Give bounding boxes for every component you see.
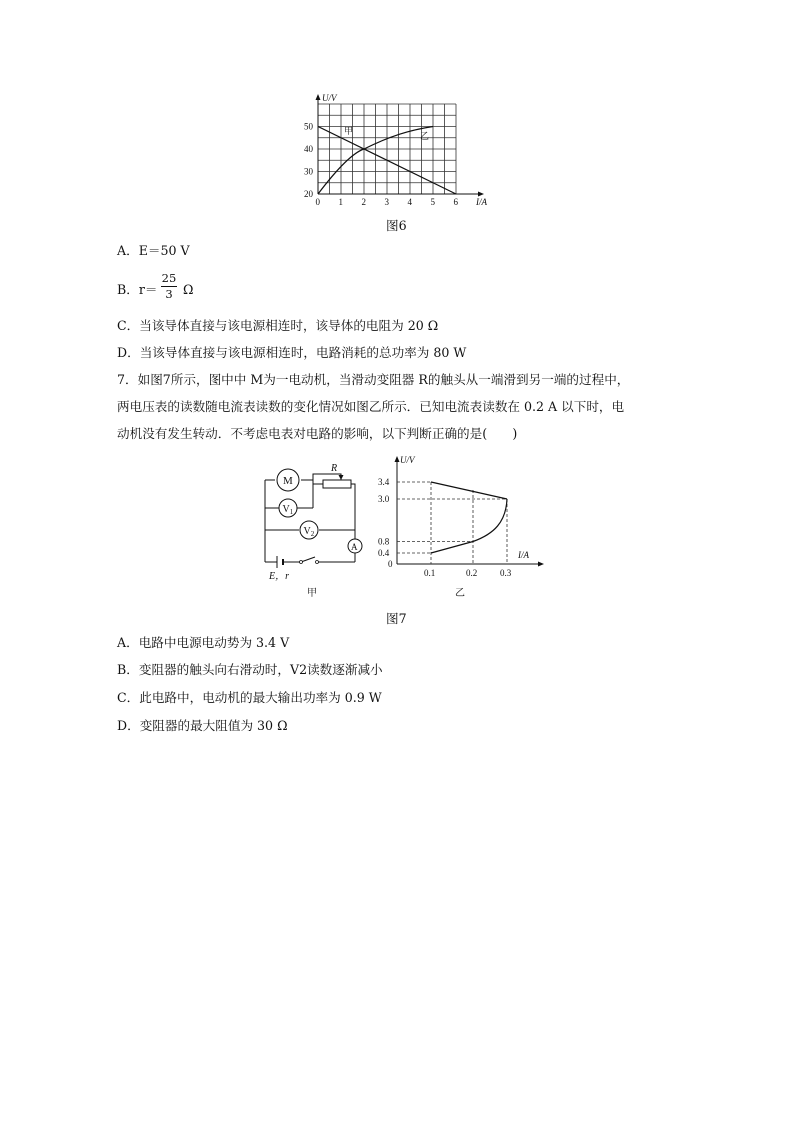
fig6-xtick-6: 6 <box>453 197 458 207</box>
fig7-xlabel: I/A <box>518 550 529 560</box>
fig6-label-jia: 甲 <box>344 126 354 136</box>
rheostat-arrow <box>339 475 344 480</box>
fig6-xtick-3: 3 <box>384 197 389 207</box>
fig6-x-arrow <box>478 192 484 197</box>
fig6-ytick-40: 40 <box>304 144 313 154</box>
ammeter-label: A <box>351 542 358 552</box>
fig6-xtick-1: 1 <box>338 197 343 207</box>
fig7-ytick-0.4: 0.4 <box>378 548 390 558</box>
q7-stem-line-1: 7．如图7所示，图中中 M为一电动机，当滑动变阻器 R的触头从一端滑到另一端的过程中， <box>117 372 630 387</box>
q6-option-b-numerator: 25 <box>161 271 177 285</box>
fig7-line-v2 <box>431 482 507 499</box>
q6-option-b-denominator: 3 <box>165 287 173 301</box>
fig6-xtick-5: 5 <box>430 197 435 207</box>
q7-stem-line-2: 两电压表的读数随电流表读数的变化情况如图乙所示．已知电流表读数在 0.2 A 以下时，电 <box>117 399 625 414</box>
fig6-xlabel: I/A <box>476 197 487 207</box>
rheostat-symbol <box>323 480 351 488</box>
fig7-xtick-0.3: 0.3 <box>500 568 512 578</box>
q7-option-d: D．变阻器的最大阻值为 30 Ω <box>117 718 288 733</box>
q6-option-d: D．当该导体直接与该电源相连时，电路消耗的总功率为 80 W <box>117 345 467 360</box>
fig7-x-arrow <box>538 562 544 567</box>
fig6-ytick-20: 20 <box>304 189 313 199</box>
fig7-xtick-0.2: 0.2 <box>466 568 478 578</box>
rheostat-label: R <box>331 463 338 474</box>
figure-6-graph <box>300 90 500 212</box>
figure-7-caption: 图7 <box>386 611 407 626</box>
fig6-ylabel: U/V <box>322 93 337 103</box>
q7-option-c: C．此电路中，电动机的最大输出功率为 0.9 W <box>117 690 382 705</box>
motor-label: M <box>283 475 293 487</box>
fig6-xtick-0: 0 <box>315 197 320 207</box>
circuit-fig-label: 甲 <box>307 588 317 599</box>
q6-option-c: C．当该导体直接与该电源相连时，该导体的电阻为 20 Ω <box>117 318 439 333</box>
q6-option-a: A．E＝50 V <box>117 243 190 258</box>
figure-7-circuit <box>255 462 370 602</box>
fig6-label-yi: 乙 <box>420 131 430 141</box>
switch-pivot <box>300 561 303 564</box>
fig7-ylabel: U/V <box>400 455 415 465</box>
fig7-guides <box>397 482 507 564</box>
fig7-ytick-3.0: 3.0 <box>378 494 390 504</box>
figure-6-caption: 图6 <box>386 218 407 233</box>
fig6-y-arrow <box>316 94 321 100</box>
voltmeter-v2-label: $V_2$ <box>303 526 315 538</box>
fig6-grid <box>318 104 456 194</box>
fig6-ytick-50: 50 <box>304 121 313 132</box>
fig7-ytick-3.4: 3.4 <box>378 477 390 487</box>
fig6-ytick-30: 30 <box>304 166 313 177</box>
fig7-ytick-0: 0 <box>388 559 393 569</box>
q6-option-b-fraction <box>161 272 177 301</box>
q7-option-b: B．变阻器的触头向右滑动时，V2读数逐渐减小 <box>117 662 383 677</box>
q7-stem-line-3: 动机没有发生转动．不考虑电表对电路的影响，以下判断正确的是( ) <box>117 426 518 441</box>
source-label: E，r <box>269 571 289 582</box>
q6-option-b-prefix: B．r＝ <box>117 282 158 297</box>
switch-contact <box>316 561 319 564</box>
fig7-ytick-0.8: 0.8 <box>378 536 390 547</box>
fig7-xtick-0.1: 0.1 <box>424 568 436 578</box>
voltmeter-v1-label: $V_1$ <box>282 504 294 516</box>
fig6-xtick-2: 2 <box>361 197 366 207</box>
fig6-xtick-4: 4 <box>407 197 412 207</box>
switch-blade <box>301 557 315 562</box>
figure-7-graph <box>372 452 548 602</box>
q7-option-a: A．电路中电源电动势为 3.4 V <box>117 635 290 650</box>
rheostat-wiper <box>313 474 341 480</box>
fig7-curve-v1 <box>431 499 507 553</box>
q6-option-b-unit: Ω <box>183 282 194 297</box>
graph-fig-label: 乙 <box>455 588 465 599</box>
fig7-y-arrow <box>395 456 400 462</box>
